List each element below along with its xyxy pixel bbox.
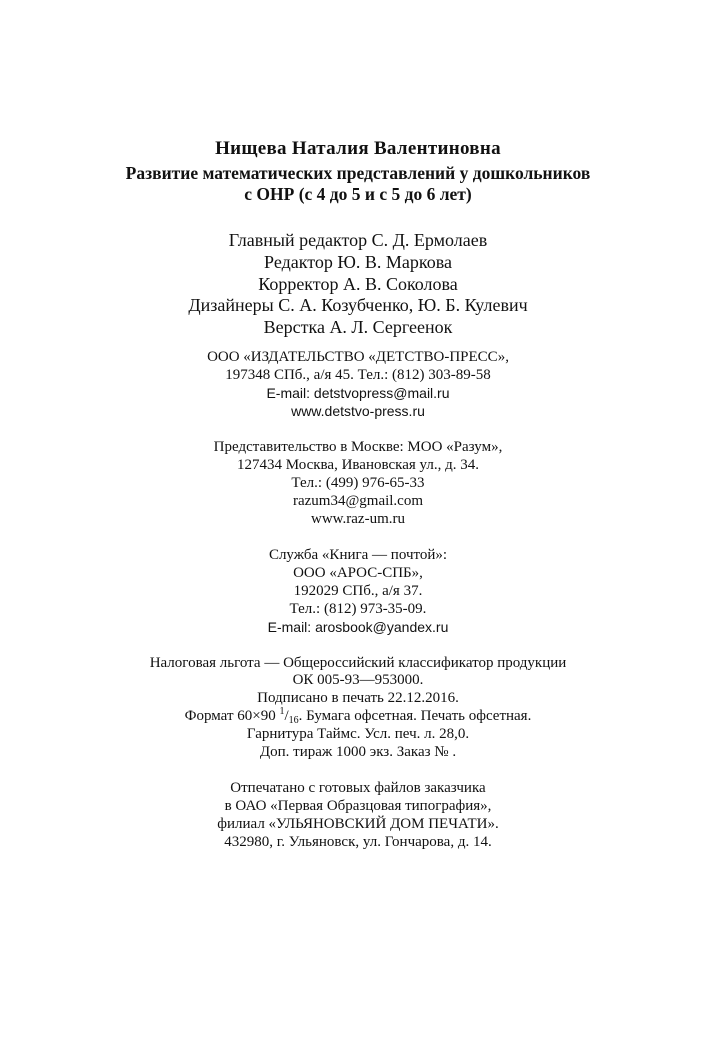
moscow-office-address: 127434 Москва, Ивановская ул., д. 34.	[237, 457, 479, 473]
format-prefix: Формат 60×90	[184, 708, 276, 724]
format-suffix: . Бумага офсетная. Печать офсетная.	[298, 708, 532, 724]
mail-service-email: E-mail: arosbook@yandex.ru	[267, 619, 449, 635]
printer-line-2: в ОАО «Первая Образцовая типография»,	[224, 798, 492, 814]
credit-designers: Дизайнеры С. А. Козубченко, Ю. Б. Кулевич	[188, 295, 528, 315]
moscow-office-website: www.raz-um.ru	[311, 511, 405, 527]
mail-service-address: 192029 СПб., а/я 37.	[293, 583, 423, 599]
publisher-website: www.detstvo-press.ru	[291, 403, 425, 419]
typeface-line: Гарнитура Таймс. Усл. печ. л. 28,0.	[246, 726, 470, 742]
format-line: Формат 60×90 $^1/_{16}$. Бумага офсетная. Печать офсетная.	[184, 706, 532, 726]
credit-layout: Верстка А. Л. Сергеенок	[263, 317, 453, 337]
publisher-address: 197348 СПб., а/я 45. Тел.: (812) 303-89-58	[225, 367, 491, 383]
book-title-line-1: Развитие математических представлений у дошкольников	[125, 163, 591, 183]
author-name: Нищева Наталия Валентиновна	[215, 138, 501, 159]
book-title-line-2: с ОНР (с 4 до 5 и с 5 до 6 лет)	[244, 184, 472, 204]
print-run-line: Доп. тираж 1000 экз. Заказ № .	[259, 744, 457, 760]
printer-line-1: Отпечатано с готовых файлов заказчика	[230, 780, 486, 796]
credit-proofreader: Корректор А. В. Соколова	[258, 274, 458, 294]
tax-benefit: Налоговая льгота — Общероссийский классификатор продукции	[149, 655, 567, 671]
credit-chief-editor: Главный редактор С. Д. Ермолаев	[228, 230, 488, 250]
format-numerator: 1	[279, 706, 285, 717]
publisher-name: ООО «ИЗДАТЕЛЬСТВО «ДЕТСТВО-ПРЕСС»,	[207, 349, 509, 365]
ok-code: ОК 005-93—953000.	[292, 672, 424, 688]
mail-service-name: Служба «Книга — почтой»:	[268, 547, 448, 563]
publisher-email: E-mail: detstvopress@mail.ru	[266, 385, 450, 401]
signed-to-print: Подписано в печать 22.12.2016.	[257, 690, 459, 706]
printer-line-4: 432980, г. Ульяновск, ул. Гончарова, д. 14.	[224, 834, 492, 850]
credit-editor: Редактор Ю. В. Маркова	[264, 252, 452, 272]
mail-service-company: ООО «АРОС-СПБ»,	[293, 565, 423, 581]
moscow-office-email: razum34@gmail.com	[292, 493, 424, 509]
moscow-office-phone: Тел.: (499) 976-65-33	[291, 475, 425, 491]
printer-line-3: филиал «УЛЬЯНОВСКИЙ ДОМ ПЕЧАТИ».	[217, 816, 499, 832]
moscow-office-name: Представительство в Москве: МОО «Разум»,	[213, 439, 503, 455]
format-denominator: 16	[288, 715, 299, 726]
mail-service-phone: Тел.: (812) 973-35-09.	[289, 601, 427, 617]
